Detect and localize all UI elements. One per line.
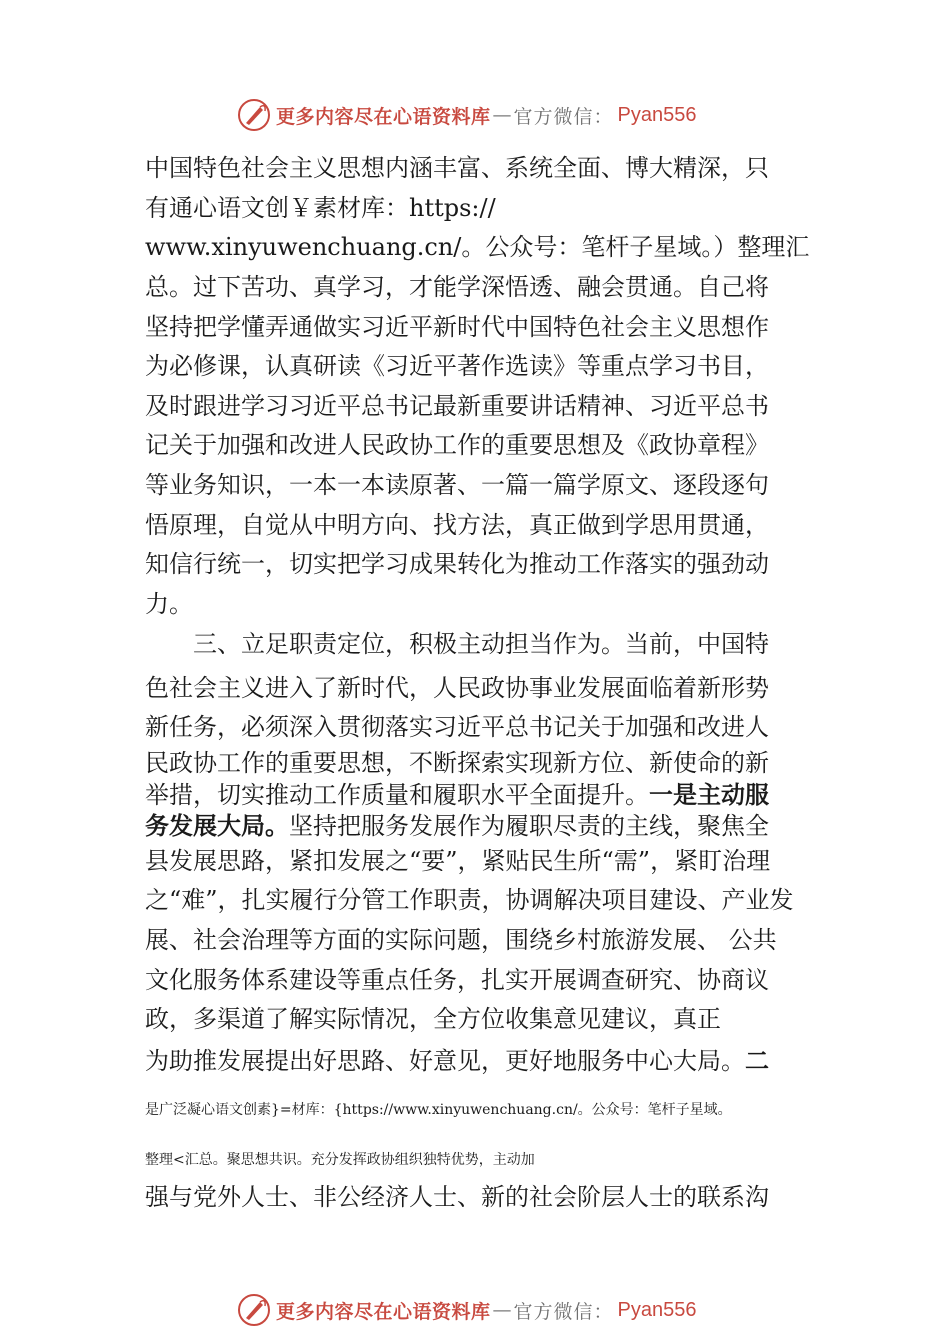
text-line: 等业务知识，一本一本读原著、一篇一篇学原文、逐段逐句: [145, 471, 769, 499]
text-line-with-heading: [145, 812, 769, 840]
small-text-line: 是广泛凝心语文创素}=材库：{https://www.xinyuwenchuang.cn/。公众号：笔杆子星域。: [145, 1102, 732, 1118]
text-line: 新任务，必须深入贯彻落实习近平总书记关于加强和改进人: [145, 713, 769, 741]
text-line: 及时跟进学习习近平总书记最新重要讲话精神、习近平总书: [145, 392, 769, 420]
text-line: 总。过下苦功、真学习，才能学深悟透、融会贯通。自己将: [145, 273, 769, 301]
subheading-two-start: 二: [745, 1047, 769, 1075]
text-line: 政，多渠道了解实际情况，全方位收集意见建议，真正: [145, 1005, 721, 1033]
subheading-one-part1: 一是主动服: [649, 781, 769, 809]
banner-wechat-id: Pyan556: [617, 103, 697, 126]
banner-title: 更多内容尽在心语资料库: [276, 105, 491, 128]
text-line: 坚持把学懂弄通做实习近平新时代中国特色社会主义思想作: [145, 313, 769, 341]
text-line: 民政协工作的重要思想，不断探索实现新方位、新使命的新: [145, 749, 769, 777]
text-line: 力。: [145, 590, 193, 618]
text-line: 中国特色社会主义思想内涵丰富、系统全面、博大精深，只: [145, 154, 769, 182]
text-line: 悟原理，自觉从中明方向、找方法，真正做到学思用贯通，: [145, 511, 769, 539]
text-span: 举措，切实推动工作质量和履职水平全面提升。: [145, 781, 649, 809]
banner-official-label: 官方微信：: [513, 105, 614, 128]
section-heading-line: 三、立足职责定位，积极主动担当作为。当前，中国特: [145, 630, 769, 658]
text-span: 坚持把服务发展作为履职尽责的主线，聚焦全: [289, 812, 769, 840]
banner-wechat-id: Pyan556: [617, 1298, 697, 1321]
footer-banner: [236, 1290, 697, 1330]
text-line: www.xinyuwenchuang.cn/。公众号：笔杆子星域。）整理汇: [145, 233, 810, 261]
text-line: 知信行统一，切实把学习成果转化为推动工作落实的强劲动: [145, 550, 769, 578]
subheading-one-part2: 务发展大局。: [145, 812, 289, 840]
text-line: 色社会主义进入了新时代，人民政协事业发展面临着新形势: [145, 674, 769, 702]
text-line-with-heading: [145, 1047, 769, 1075]
header-banner: [236, 95, 697, 135]
text-line: 县发展思路，紧扣发展之“要”，紧贴民生所“需”，紧盯治理: [145, 847, 771, 875]
text-line: 为必修课，认真研读《习近平著作选读》等重点学习书目，: [145, 352, 769, 380]
text-line: 记关于加强和改进人民政协工作的重要思想及《政协章程》: [145, 431, 769, 459]
banner-title: 更多内容尽在心语资料库: [276, 1300, 491, 1323]
text-line-with-heading: [145, 781, 769, 809]
banner-dash: —: [492, 104, 512, 126]
quill-logo-icon: [236, 1292, 272, 1328]
small-text-line: 整理<汇总。聚思想共识。充分发挥政协组织独特优势，主动加: [145, 1152, 535, 1168]
text-line: 强与党外人士、非公经济人士、新的社会阶层人士的联系沟: [145, 1183, 769, 1211]
text-line: 文化服务体系建设等重点任务，扎实开展调查研究、协商议: [145, 966, 769, 994]
quill-logo-icon: [236, 97, 272, 133]
text-line: 有通心语文创￥素材库：https://: [145, 194, 496, 222]
text-line: 之“难”，扎实履行分管工作职责，协调解决项目建设、产业发: [145, 886, 794, 914]
banner-official-label: 官方微信：: [513, 1300, 614, 1323]
text-line: 展、社会治理等方面的实际问题，围绕乡村旅游发展、 公共: [145, 926, 777, 954]
banner-dash: —: [492, 1299, 512, 1321]
text-span: 为助推发展提出好思路、好意见，更好地服务中心大局。: [145, 1047, 745, 1075]
